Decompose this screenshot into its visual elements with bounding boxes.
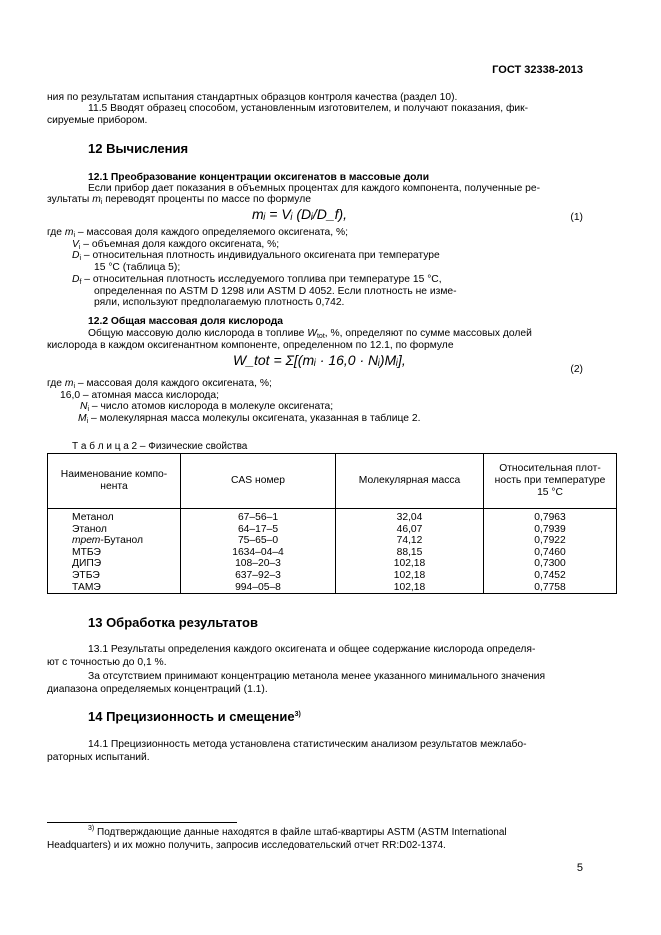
definition-line bbox=[47, 227, 348, 239]
column-header: Относительная плот-ность при температуре 15 °С bbox=[484, 454, 617, 509]
text: – массовая доля каждого оксигената, %; bbox=[75, 378, 272, 389]
section-13-heading: 13 Обработка результатов bbox=[88, 615, 258, 630]
formula-1-number: (1) bbox=[570, 212, 583, 223]
definition-line bbox=[94, 297, 344, 309]
component-name bbox=[48, 509, 181, 524]
column-header: Наименование компо-нента bbox=[48, 454, 181, 509]
column-header: CAS номер bbox=[181, 454, 336, 509]
component-name bbox=[48, 558, 181, 570]
footnote-text: Подтверждающие данные находятся в файле штаб-квартиры ASTM (ASTM International bbox=[94, 827, 507, 838]
sub: tot bbox=[316, 333, 325, 340]
definition-line bbox=[94, 286, 457, 298]
name-prefix: трет bbox=[72, 535, 101, 547]
table-row bbox=[48, 535, 617, 547]
sub: i bbox=[87, 406, 89, 414]
molecular-mass: 46,07 bbox=[336, 524, 484, 536]
paragraph-line: раторных испытаний. bbox=[47, 752, 150, 763]
molecular-mass: 102,18 bbox=[336, 558, 484, 570]
cas-number: 637–92–3 bbox=[181, 570, 336, 582]
sub: i bbox=[100, 199, 103, 206]
definition-line bbox=[80, 401, 333, 413]
text: переводят проценты по массе по формуле bbox=[102, 194, 311, 205]
sub: i bbox=[78, 243, 81, 251]
relative-density: 0,7939 bbox=[484, 524, 617, 536]
name-text: ЭТБЭ bbox=[72, 569, 100, 581]
definition-line bbox=[47, 378, 272, 390]
text: – объемная доля каждого оксигената, %; bbox=[80, 238, 280, 250]
paragraph-line: кислорода в каждом оксигенантном компоненте, определенном по 12.1, по формуле bbox=[47, 340, 454, 351]
text: – относительная плотность исследуемого топлива при температуре 15 °С, bbox=[81, 273, 442, 285]
cas-number: 67–56–1 bbox=[181, 509, 336, 524]
subsection-12-1-heading: 12.1 Преобразование концентрации оксигенатов в массовые доли bbox=[88, 172, 430, 183]
section-12-heading: 12 Вычисления bbox=[88, 141, 189, 156]
text: – число атомов кислорода в молекуле оксигената; bbox=[89, 401, 334, 413]
relative-density: 0,7452 bbox=[484, 570, 617, 582]
var: m bbox=[92, 194, 101, 205]
text: зультаты bbox=[47, 194, 93, 205]
name-text: -Бутанол bbox=[100, 535, 144, 547]
name-text: Метанол bbox=[72, 512, 114, 523]
molecular-mass: 88,15 bbox=[336, 547, 484, 559]
definition-line bbox=[72, 250, 440, 262]
component-name bbox=[48, 570, 181, 582]
footnote-ref: 3) bbox=[294, 711, 301, 718]
sub: i bbox=[73, 232, 76, 239]
var: m bbox=[64, 227, 74, 238]
cas-number: 1634–04–4 bbox=[181, 547, 336, 559]
physical-properties-table bbox=[47, 453, 617, 594]
table-row bbox=[48, 547, 617, 559]
table-row bbox=[48, 570, 617, 582]
table-row bbox=[48, 509, 617, 524]
molecular-mass: 102,18 bbox=[336, 570, 484, 582]
sub: i bbox=[79, 255, 81, 263]
cas-number: 75–65–0 bbox=[181, 535, 336, 547]
intro-line: 11.5 Вводят образец способом, установленным изготовителем, и получают показания, фик- bbox=[88, 103, 529, 114]
footnote-divider bbox=[47, 822, 237, 823]
var: D bbox=[72, 273, 80, 285]
column-header: Молекулярная масса bbox=[336, 454, 484, 509]
paragraph-line: диапазона определяемых концентраций (1.1). bbox=[47, 684, 268, 695]
text: – относительная плотность индивидуального оксигената при температуре bbox=[81, 250, 440, 262]
text: 15 °С (таблица 5); bbox=[94, 262, 181, 274]
definition-line bbox=[78, 413, 420, 425]
sub: i bbox=[73, 383, 76, 390]
subsection-12-2-heading: 12.2 Общая массовая доля кислорода bbox=[88, 316, 284, 327]
var: M bbox=[78, 413, 87, 425]
relative-density: 0,7460 bbox=[484, 547, 617, 559]
paragraph-line bbox=[47, 194, 311, 206]
definition-line bbox=[72, 274, 442, 286]
paragraph-line: 14.1 Прецизионность метода установлена статистическим анализом результатов межлабо- bbox=[88, 739, 527, 750]
text: Общую массовую долю кислорода в топливе bbox=[88, 328, 308, 339]
text: где bbox=[47, 378, 65, 389]
footnote-line: Headquarters) и их можно получить, запросив исследовательский отчет RR:D02-1374. bbox=[47, 840, 446, 851]
component-name bbox=[48, 524, 181, 536]
definition-line bbox=[72, 239, 279, 251]
paragraph-line: Если прибор дает показания в объемных процентах для каждого компонента, полученные ре- bbox=[88, 183, 541, 194]
text: где bbox=[47, 227, 65, 238]
molecular-mass: 102,18 bbox=[336, 582, 484, 594]
name-text: ДИПЭ bbox=[72, 558, 102, 570]
text: ряли, используют предполагаемую плотность 0,742. bbox=[94, 297, 345, 309]
paragraph-line: За отсутствием принимают концентрацию метанола менее указанного минимального значения bbox=[88, 671, 546, 682]
cas-number: 994–05–8 bbox=[181, 582, 336, 594]
component-name bbox=[48, 582, 181, 594]
section-14-heading bbox=[88, 709, 301, 724]
relative-density: 0,7963 bbox=[484, 509, 617, 524]
molecular-mass: 32,04 bbox=[336, 509, 484, 524]
table-row bbox=[48, 558, 617, 570]
definition-line bbox=[60, 390, 219, 402]
component-name bbox=[48, 535, 181, 547]
var: W bbox=[307, 328, 317, 339]
table-caption bbox=[72, 441, 247, 453]
footnote-mark: 3) bbox=[88, 825, 95, 832]
relative-density: 0,7922 bbox=[484, 535, 617, 547]
var: V bbox=[72, 238, 79, 250]
text: , %, определяют по сумме массовых долей bbox=[324, 328, 532, 339]
table-row bbox=[48, 582, 617, 594]
text: – массовая доля каждого определяемого оксигената, %; bbox=[75, 227, 349, 238]
name-text: МТБЭ bbox=[72, 546, 101, 558]
cas-number: 108–20–3 bbox=[181, 558, 336, 570]
paragraph-line bbox=[88, 328, 532, 340]
paragraph-line: ют с точностью до 0,1 %. bbox=[47, 657, 167, 668]
name-text: Этанол bbox=[72, 523, 107, 535]
document-code: ГОСТ 32338-2013 bbox=[492, 64, 583, 76]
page-number: 5 bbox=[576, 862, 583, 874]
name-text: ТАМЭ bbox=[72, 581, 101, 593]
formula-2-number: (2) bbox=[570, 364, 583, 375]
caption-label: Т а б л и ц а 2 bbox=[72, 441, 138, 452]
definition-line bbox=[94, 262, 180, 274]
var: m bbox=[64, 378, 74, 389]
relative-density: 0,7758 bbox=[484, 582, 617, 594]
table-row bbox=[48, 524, 617, 536]
formula-2: W_tot = Σ[(mᵢ · 16,0 · Nᵢ)Mᵢ], bbox=[233, 352, 406, 368]
intro-line: ния по результатам испытания стандартных образцов контроля качества (раздел 10). bbox=[47, 92, 458, 103]
cas-number: 64–17–5 bbox=[181, 524, 336, 536]
paragraph-line: 13.1 Результаты определения каждого оксигената и общее содержание кислорода определя- bbox=[88, 644, 536, 655]
var: N bbox=[80, 401, 88, 413]
component-name bbox=[48, 547, 181, 559]
molecular-mass: 74,12 bbox=[336, 535, 484, 547]
formula-1: mᵢ = Vᵢ (Dᵢ/D_f), bbox=[252, 206, 348, 222]
text: 16,0 – атомная масса кислорода; bbox=[60, 389, 220, 401]
caption-text: – Физические свойства bbox=[137, 441, 248, 452]
text: определенная по ASTM D 1298 или ASTM D 4052. Если плотность не изме- bbox=[94, 285, 457, 297]
intro-line: сируемые прибором. bbox=[47, 115, 148, 126]
footnote-line bbox=[88, 827, 507, 839]
heading-text: 14 Прецизионность и смещение bbox=[88, 709, 295, 724]
sub: f bbox=[79, 278, 82, 286]
sub: i bbox=[86, 418, 89, 426]
var: D bbox=[72, 250, 80, 262]
text: – молекулярная масса молекулы оксигената, указанная в таблице 2. bbox=[88, 413, 421, 425]
relative-density: 0,7300 bbox=[484, 558, 617, 570]
